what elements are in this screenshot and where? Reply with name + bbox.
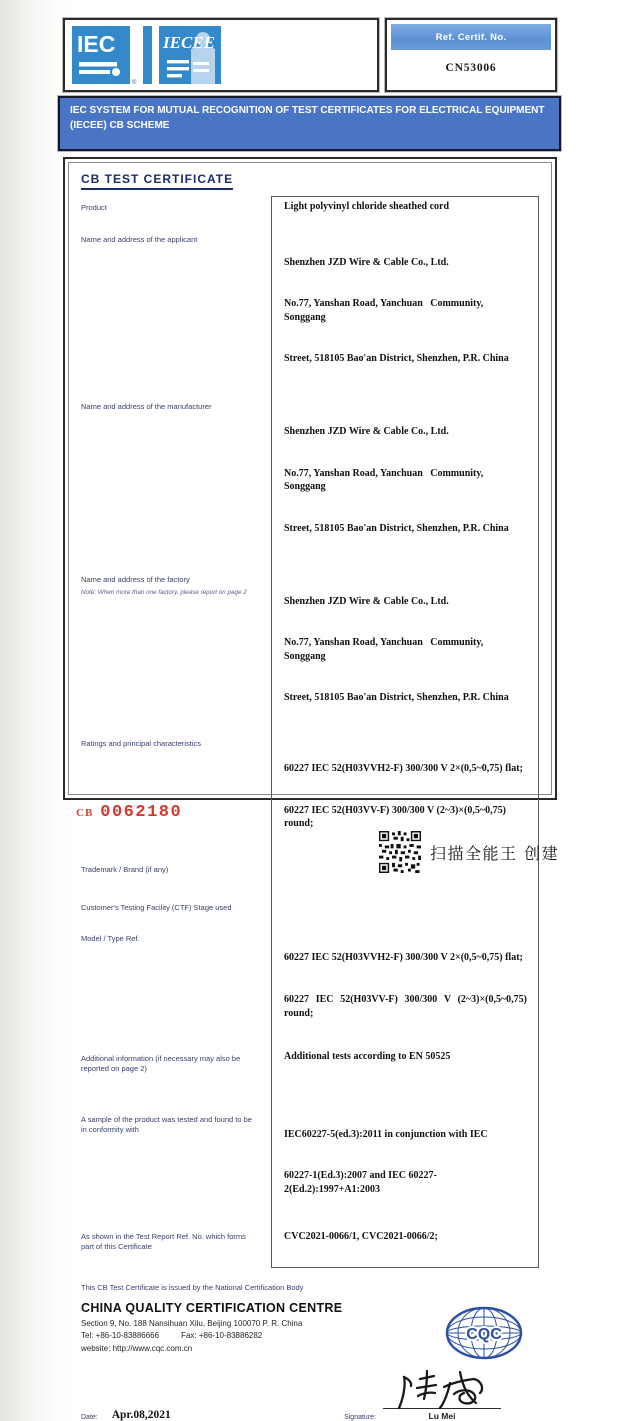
ncb-name: CHINA QUALITY CERTIFICATION CENTRE bbox=[81, 1301, 343, 1316]
cb-serial-number: 0062180 bbox=[100, 803, 183, 822]
field-label: Model / Type Ref. bbox=[81, 933, 140, 943]
date-label: Date: bbox=[81, 1414, 98, 1421]
field-value: Shenzhen JZD Wire & Cable Co., Ltd. No.77, Yanshan Road, Yanchuan Community, Songgang Street, 518105 Bao'an District, Shenzhen, P.R. China bbox=[284, 595, 509, 704]
ncb-website: website: http://www.cqc.com.cn bbox=[81, 1343, 193, 1353]
field-value: 60227 IEC 52(H03VVH2-F) 300/300 V 2×(0,5~0,75) flat; 60227 IEC 52(H03VV-F) 300/300 V (2~3)×(0,5~0,75) round; bbox=[284, 952, 530, 1019]
issued-statement: This CB Test Certificate is issued by the National Certification Body bbox=[81, 1283, 304, 1293]
field-value: 60227 IEC 52(H03VVH2-F) 300/300 V 2×(0,5~0,75) flat; 60227 IEC 52(H03VV-F) 300/300 V (2~3)×(0,5~0,75) round; bbox=[284, 763, 523, 830]
field-label: Ratings and principal characteristics bbox=[81, 738, 202, 748]
field-row-product bbox=[81, 196, 539, 222]
field-label: A sample of the product was tested and found to be in conformity with bbox=[81, 1115, 252, 1134]
field-label: Product bbox=[81, 203, 107, 212]
field-value: Shenzhen JZD Wire & Cable Co., Ltd. No.77, Yanshan Road, Yanchuan Community, Songgang Street, 518105 Bao'an District, Shenzhen, P.R. China bbox=[284, 256, 509, 365]
ncb-block bbox=[81, 1301, 539, 1361]
iec-logo bbox=[72, 26, 130, 84]
iecee-logo-text: IECEE bbox=[163, 33, 216, 52]
field-value: Additional tests according to EN 50525 bbox=[284, 1051, 451, 1063]
scan-watermark bbox=[379, 831, 559, 873]
scheme-banner: IEC SYSTEM FOR MUTUAL RECOGNITION OF TEST CERTIFICATES FOR ELECTRICAL EQUIPMENT (IECEE) CB SCHEME bbox=[58, 96, 561, 151]
watermark-text: 扫描全能王 创建 bbox=[430, 843, 560, 863]
cb-serial-stamp bbox=[76, 803, 182, 822]
field-label: As shown in the Test Report Ref. No. which forms part of this Certificate bbox=[81, 1232, 246, 1251]
field-label: Additional information (if necessary may also be reported on page 2) bbox=[81, 1054, 241, 1073]
signature-label: Signature: bbox=[344, 1414, 376, 1421]
field-row-conformity bbox=[81, 1098, 539, 1224]
field-label: Name and address of the factory Note: When more than one factory, please report on page 2 bbox=[81, 563, 271, 733]
registered-mark: ® bbox=[132, 80, 137, 86]
cb-prefix: CB bbox=[76, 807, 94, 819]
field-label: Name and address of the manufacturer bbox=[81, 401, 212, 411]
header-row bbox=[63, 18, 557, 92]
ref-certif-number: CN53006 bbox=[445, 62, 497, 74]
logo-divider-stripe bbox=[143, 26, 152, 84]
field-row-ctf bbox=[81, 899, 539, 924]
field-label: Trademark / Brand (if any) bbox=[81, 864, 169, 874]
ncb-address: Section 9, No. 188 Nansihuan Xilu, Beijing 100070 P. R. China bbox=[81, 1318, 303, 1328]
field-value bbox=[271, 899, 539, 924]
field-value: Shenzhen JZD Wire & Cable Co., Ltd. No.77, Yanshan Road, Yanchuan Community, Songgang Street, 518105 Bao'an District, Shenzhen, P.R. China bbox=[284, 426, 509, 534]
cqc-logo-text: CQC bbox=[466, 1326, 502, 1344]
date-signature-row bbox=[81, 1367, 539, 1421]
field-row-manufacturer bbox=[81, 394, 539, 564]
field-row-additional-info bbox=[81, 1048, 539, 1098]
field-row-factory bbox=[81, 563, 539, 733]
qr-code bbox=[379, 831, 421, 873]
ncb-tel-fax: Tel: +86-10-83886666 Fax: +86-10-83886282 bbox=[81, 1331, 263, 1341]
iec-logo-text: IEC bbox=[77, 31, 116, 57]
certificate-title: CB TEST CERTIFICATE bbox=[81, 172, 233, 190]
field-value: IEC60227-5(ed.3):2011 in conjunction with IEC 60227-1(Ed.3):2007 and IEC 60227-2(Ed.2):1997+A1:2003 bbox=[284, 1128, 488, 1195]
date-value: Apr.08,2021 bbox=[111, 1409, 171, 1421]
field-rows bbox=[81, 196, 539, 1268]
field-value: CVC2021-0066/1, CVC2021-0066/2; bbox=[284, 1231, 438, 1243]
signatory-name: Lu Mei bbox=[383, 1408, 501, 1421]
signature-handwriting bbox=[390, 1367, 494, 1411]
field-row-applicant bbox=[81, 222, 539, 394]
field-label: Customer's Testing Facility (CTF) Stage used bbox=[81, 902, 232, 912]
ref-certif-label: Ref. Certif. No. bbox=[391, 24, 551, 50]
field-label: Name and address of the applicant bbox=[81, 235, 198, 244]
field-row-model bbox=[81, 924, 539, 1048]
iecee-logo bbox=[159, 26, 221, 84]
field-row-test-report bbox=[81, 1224, 539, 1268]
field-value: Light polyvinyl chloride sheathed cord bbox=[284, 201, 450, 212]
cqc-logo bbox=[429, 1301, 539, 1361]
ref-certif-box bbox=[385, 18, 557, 92]
logos-box bbox=[63, 18, 379, 92]
factory-note: Note: When more than one factory, please report on page 2 bbox=[81, 588, 247, 596]
